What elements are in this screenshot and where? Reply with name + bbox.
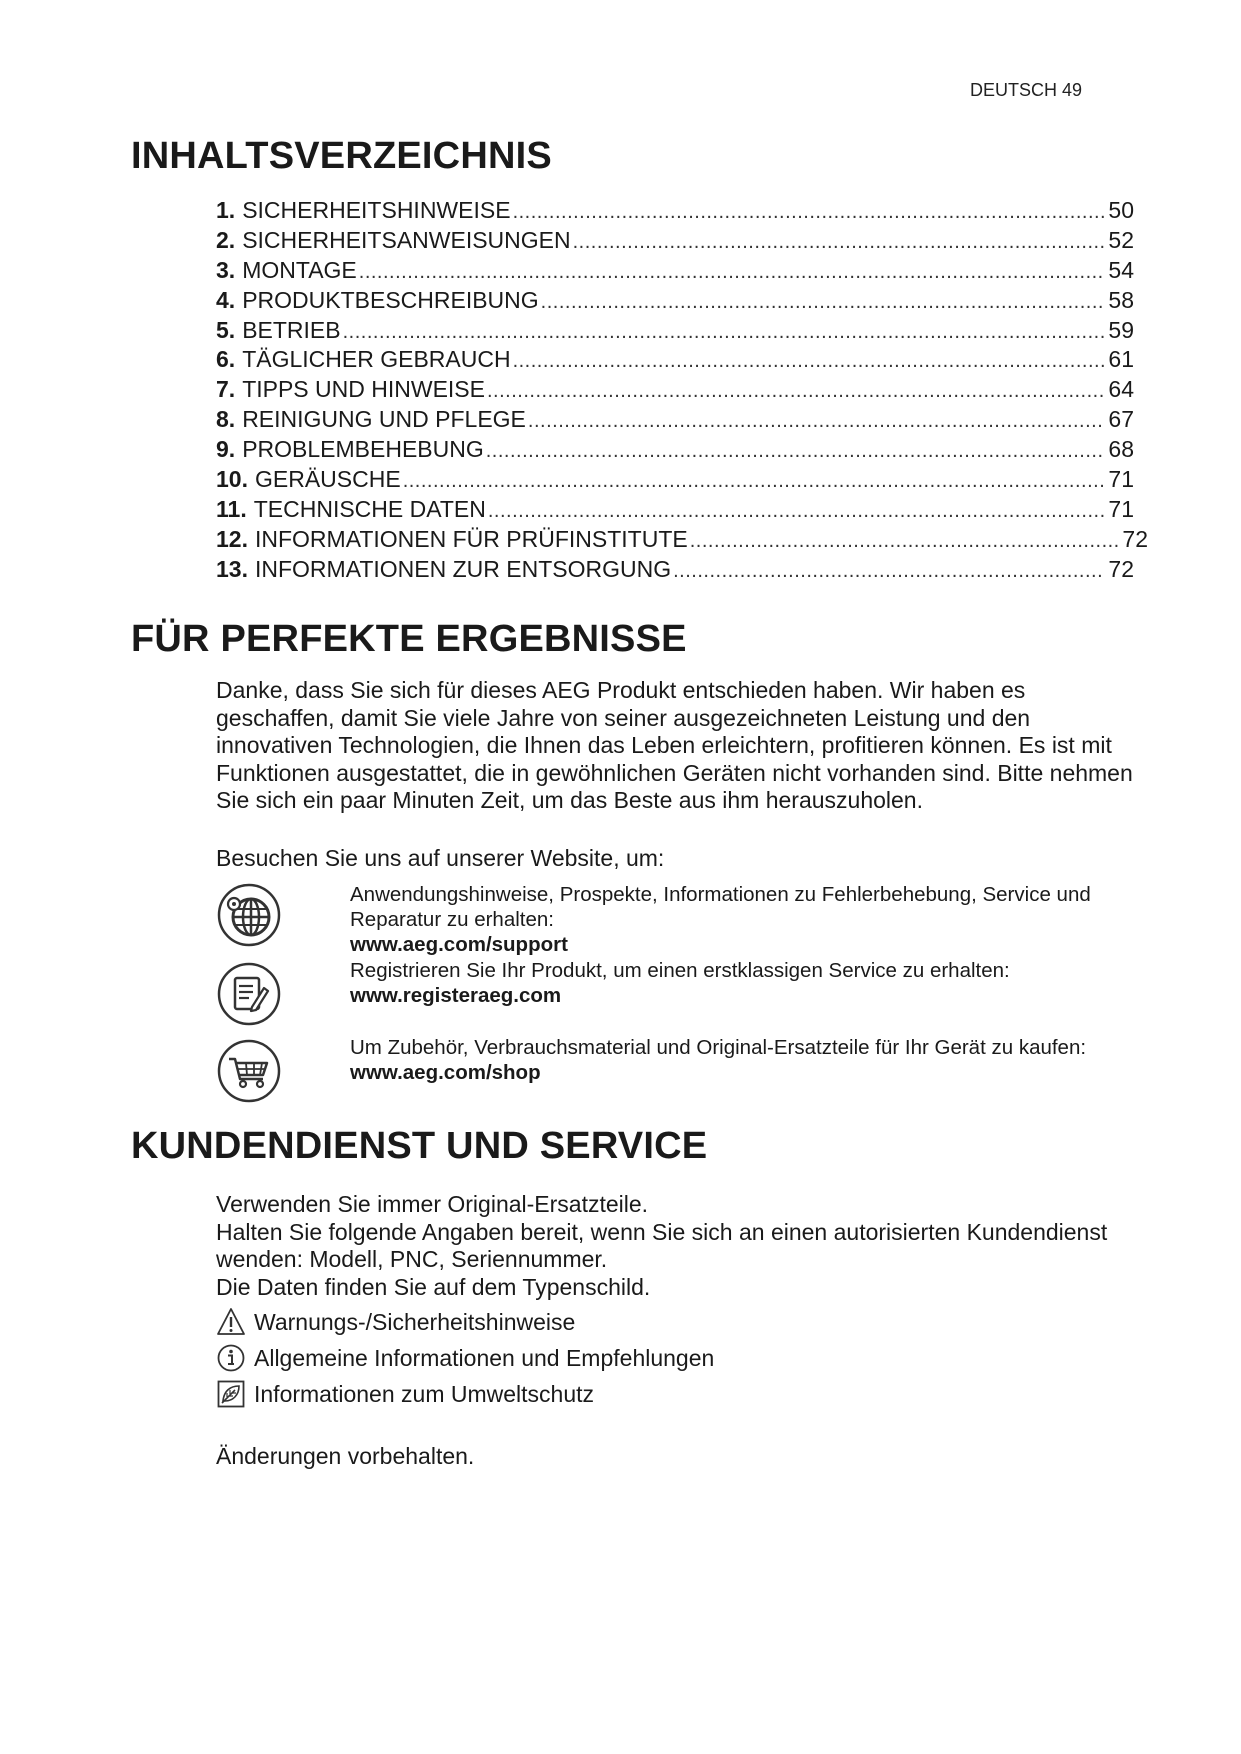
legend-info bbox=[216, 1343, 714, 1373]
environment-leaf-icon bbox=[216, 1379, 246, 1409]
toc-leader-dots bbox=[487, 377, 1104, 405]
toc-entry-page: 61 bbox=[1108, 346, 1134, 373]
toc-entry-page: 59 bbox=[1108, 316, 1134, 343]
toc-leader-dots bbox=[541, 288, 1105, 316]
toc-entry-label: PROBLEMBEHEBUNG bbox=[242, 436, 484, 463]
legend-warning bbox=[216, 1307, 575, 1337]
toc-entry-page: 50 bbox=[1108, 197, 1134, 223]
toc-entry-page: 64 bbox=[1108, 376, 1134, 403]
toc-entry-page: 58 bbox=[1108, 286, 1134, 313]
legend-info-label: Allgemeine Informationen und Empfehlungen bbox=[254, 1344, 715, 1371]
table-of-contents bbox=[216, 196, 1148, 585]
toc-entry-number: 5. bbox=[216, 316, 236, 343]
toc-entry-label: TIPPS UND HINWEISE bbox=[242, 376, 485, 403]
toc-entry-page: 72 bbox=[1108, 555, 1134, 582]
results-section-title: FÜR PERFEKTE ERGEBNISSE bbox=[131, 618, 687, 660]
toc-leader-dots bbox=[513, 347, 1105, 375]
toc-entry[interactable] bbox=[216, 555, 1134, 585]
register-form-icon bbox=[216, 961, 282, 1027]
toc-entry[interactable] bbox=[216, 435, 1134, 465]
legend-warning-label: Warnungs-/Sicherheitshinweise bbox=[254, 1308, 576, 1335]
register-link[interactable]: www.registeraeg.com bbox=[350, 984, 562, 1007]
support-text: Anwendungshinweise, Prospekte, Informationen zu Fehlerbehebung, Service und Reparatur zu erhalten: bbox=[350, 883, 1091, 931]
legend-environment-label: Informationen zum Umweltschutz bbox=[254, 1380, 595, 1407]
toc-entry-label: MONTAGE bbox=[242, 256, 357, 283]
toc-entry-number: 6. bbox=[216, 346, 236, 373]
toc-leader-dots bbox=[359, 258, 1105, 286]
toc-entry[interactable] bbox=[216, 405, 1134, 435]
toc-entry-page: 54 bbox=[1108, 256, 1134, 283]
service-line: Verwenden Sie immer Original-Ersatzteile. bbox=[216, 1191, 649, 1217]
shopping-cart-icon bbox=[216, 1038, 282, 1104]
toc-entry-number: 2. bbox=[216, 226, 236, 253]
toc-entry-page: 67 bbox=[1108, 406, 1134, 433]
shop-text: Um Zubehör, Verbrauchsmaterial und Original-Ersatzteile für Ihr Gerät zu kaufen: bbox=[350, 1036, 1087, 1059]
shop-link[interactable]: www.aeg.com/shop bbox=[350, 1061, 541, 1084]
info-icon bbox=[216, 1343, 246, 1373]
toc-entry-number: 10. bbox=[216, 466, 248, 493]
toc-entry[interactable] bbox=[216, 226, 1134, 256]
toc-leader-dots bbox=[690, 527, 1119, 555]
legend-environment bbox=[216, 1379, 594, 1409]
toc-entry-label: TECHNISCHE DATEN bbox=[253, 495, 486, 522]
visit-website-text: Besuchen Sie uns auf unserer Website, um: bbox=[216, 845, 665, 871]
toc-entry[interactable] bbox=[216, 375, 1134, 405]
toc-entry-label: INFORMATIONEN FÜR PRÜFINSTITUTE bbox=[254, 525, 688, 552]
toc-leader-dots bbox=[343, 318, 1105, 346]
toc-entry[interactable] bbox=[216, 465, 1134, 495]
toc-leader-dots bbox=[513, 198, 1105, 226]
toc-leader-dots bbox=[403, 467, 1105, 495]
intro-paragraph: Danke, dass Sie sich für dieses AEG Produkt entschieden haben. Wir haben es geschaffen, damit Sie viele Jahre von seiner ausgezeichneten Leistung und den innovativen Technologien, die Ihnen das Leben erleichtern, profitieren können. Es ist mit Funktionen ausgestattet, die in gewöhnlichen Geräten nicht vorhanden sind. Bitte nehmen Sie sich ein paar Minuten Zeit, um das Beste aus ihm herauszuholen. bbox=[216, 677, 1133, 813]
toc-entry-label: REINIGUNG UND PFLEGE bbox=[242, 406, 526, 433]
shop-description bbox=[350, 1035, 1140, 1085]
toc-entry-label: PRODUKTBESCHREIBUNG bbox=[242, 286, 539, 313]
toc-entry-page: 52 bbox=[1108, 226, 1134, 253]
toc-entry[interactable] bbox=[216, 345, 1134, 375]
toc-entry-number: 13. bbox=[216, 555, 248, 582]
support-link[interactable]: www.aeg.com/support bbox=[350, 933, 568, 956]
toc-entry-page: 68 bbox=[1108, 436, 1134, 463]
toc-entry-label: SICHERHEITSANWEISUNGEN bbox=[242, 226, 571, 253]
toc-entry-label: INFORMATIONEN ZUR ENTSORGUNG bbox=[254, 555, 672, 582]
toc-entry-label: TÄGLICHER GEBRAUCH bbox=[242, 346, 511, 373]
page-header: DEUTSCH 49 bbox=[970, 80, 1083, 100]
toc-entry-number: 4. bbox=[216, 286, 236, 313]
toc-entry[interactable] bbox=[216, 196, 1134, 226]
toc-leader-dots bbox=[573, 228, 1105, 256]
changes-notice: Änderungen vorbehalten. bbox=[216, 1443, 475, 1469]
toc-leader-dots bbox=[528, 407, 1105, 435]
service-section-title: KUNDENDIENST UND SERVICE bbox=[131, 1125, 708, 1167]
globe-icon bbox=[216, 882, 282, 948]
support-description bbox=[350, 882, 1140, 957]
toc-entry-label: GERÄUSCHE bbox=[254, 466, 401, 493]
toc-entry-number: 3. bbox=[216, 256, 236, 283]
toc-entry-number: 9. bbox=[216, 436, 236, 463]
toc-leader-dots bbox=[673, 557, 1104, 585]
toc-entry-number: 12. bbox=[216, 525, 248, 552]
toc-entry-number: 8. bbox=[216, 406, 236, 433]
toc-entry[interactable] bbox=[216, 256, 1134, 286]
toc-leader-dots bbox=[488, 497, 1105, 525]
warning-triangle-icon bbox=[216, 1307, 246, 1337]
toc-entry-number: 11. bbox=[216, 495, 247, 522]
toc-entry[interactable] bbox=[216, 316, 1134, 346]
toc-entry-number: 7. bbox=[216, 376, 236, 403]
service-line: Die Daten finden Sie auf dem Typenschild. bbox=[216, 1273, 651, 1300]
toc-entry-label: BETRIEB bbox=[242, 316, 341, 343]
register-text: Registrieren Sie Ihr Produkt, um einen erstklassigen Service zu erhalten: bbox=[350, 959, 1010, 982]
toc-entry-number: 1. bbox=[216, 197, 236, 223]
toc-entry[interactable] bbox=[216, 286, 1134, 316]
toc-entry[interactable] bbox=[216, 495, 1134, 525]
register-description bbox=[350, 958, 1140, 1008]
service-line: Halten Sie folgende Angaben bereit, wenn Sie sich an einen autorisierten Kundendienst wenden: Modell, PNC, Seriennummer. bbox=[216, 1218, 1108, 1272]
toc-leader-dots bbox=[486, 437, 1105, 465]
toc-entry-page: 71 bbox=[1108, 495, 1134, 522]
toc-entry[interactable] bbox=[216, 525, 1148, 555]
toc-entry-page: 71 bbox=[1108, 466, 1134, 493]
toc-entry-page: 72 bbox=[1122, 525, 1148, 552]
service-paragraph bbox=[216, 1191, 1136, 1301]
toc-entry-label: SICHERHEITSHINWEISE bbox=[242, 197, 511, 223]
toc-title: INHALTSVERZEICHNIS bbox=[131, 135, 552, 177]
